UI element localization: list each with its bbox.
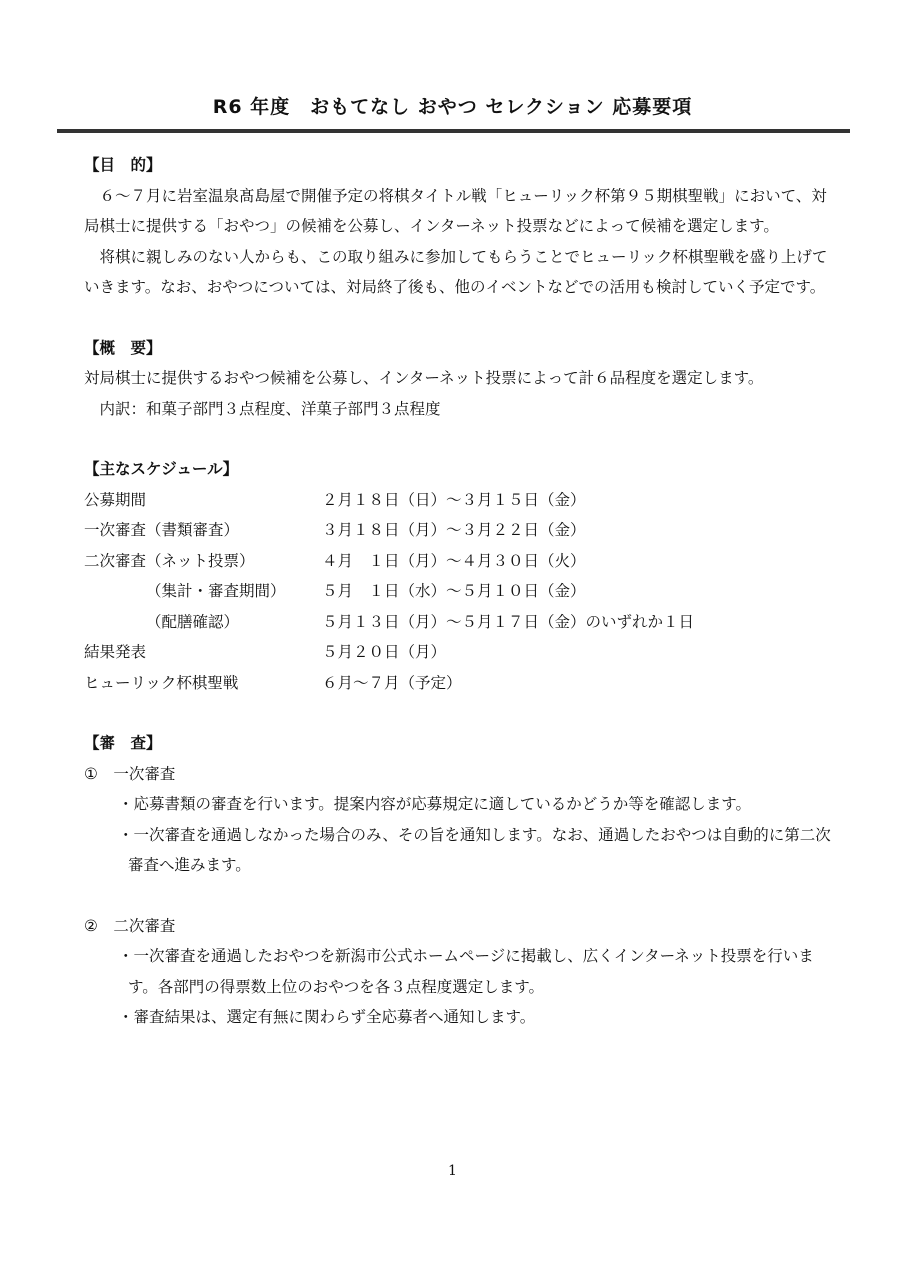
- schedule-date: ２月１８日（日）～３月１５日（金）: [322, 490, 586, 509]
- schedule-date: ３月１８日（月）～３月２２日（金）: [322, 521, 586, 539]
- review-heading: 【審 査】: [84, 734, 162, 752]
- section-gap: [84, 424, 839, 454]
- section-gap: [84, 698, 839, 728]
- first-review-title: ① 一次審査: [84, 764, 176, 783]
- purpose-heading: 【目 的】: [84, 156, 162, 174]
- overview-heading: 【概 要】: [84, 338, 162, 357]
- schedule-label: ヒューリック杯棋聖戦: [84, 673, 239, 692]
- schedule-row: [84, 485, 839, 516]
- schedule-label: 二次審査（ネット投票）: [84, 551, 255, 570]
- overview-text: 対局棋士に提供するおやつ候補を公募し、インターネット投票によって計６品程度を選定します。: [84, 369, 764, 387]
- schedule-date: ４月 １日（月）～４月３０日（火）: [322, 551, 586, 570]
- schedule-label: 公募期間: [84, 490, 147, 509]
- second-review-title: ② 二次審査: [84, 916, 176, 935]
- section-gap: [84, 881, 839, 911]
- schedule-row: [84, 637, 839, 668]
- schedule-row: [84, 607, 839, 638]
- schedule-label: 一次審査（書類審査）: [84, 521, 240, 539]
- purpose-paragraph-1: ６～７月に岩室温泉髙島屋で開催予定の将棋タイトル戦「ヒューリック杯第９５期棋聖戦」において、対局棋士に提供する「おやつ」の候補を公募し、インターネット投票などによって候補を選定します。: [84, 186, 827, 235]
- schedule-row: [84, 668, 839, 699]
- second-review-bullet: ・審査結果は、選定有無に関わらず全応募者へ通知します。: [118, 1008, 536, 1026]
- overview-breakdown: 内訳：和菓子部門３点程度、洋菓子部門３点程度: [99, 399, 441, 418]
- page-number: 1: [448, 1163, 457, 1179]
- first-review-bullet: ・応募書類の審査を行います。提案内容が応募規定に適しているかどうか等を確認します。: [118, 795, 752, 813]
- schedule-date: ５月２０日（月）: [322, 643, 447, 661]
- schedule-label: （配膳確認）: [146, 612, 240, 631]
- schedule-heading: 【主なスケジュール】: [84, 460, 239, 478]
- schedule-date: ６月～７月（予定）: [322, 673, 462, 692]
- schedule-label: （集計・審査期間）: [146, 582, 286, 600]
- schedule-table: [84, 485, 839, 699]
- schedule-row: [84, 515, 839, 546]
- document-body: [84, 150, 839, 1033]
- title-divider: [57, 129, 850, 133]
- schedule-date: ５月１３日（月）～５月１７日（金）のいずれか１日: [322, 612, 695, 631]
- second-review-bullet: ・一次審査を通過したおやつを新潟市公式ホームページに掲載し、広くインターネット投票を行います。各部門の得票数上位のおやつを各３点程度選定します。: [118, 947, 814, 996]
- schedule-label: 結果発表: [84, 643, 147, 661]
- section-gap: [84, 303, 839, 333]
- schedule-date: ５月 １日（水）～５月１０日（金）: [322, 582, 586, 600]
- purpose-paragraph-2: 将棋に親しみのない人からも、この取り組みに参加してもらうことでヒューリック杯棋聖戦を盛り上げていきます。なお、おやつについては、対局終了後も、他のイベントなどでの活用も検討していく予定です。: [84, 247, 828, 296]
- schedule-row: [84, 546, 839, 577]
- first-review-bullet: ・一次審査を通過しなかった場合のみ、その旨を通知します。なお、通過したおやつは自動的に第二次審査へ進みます。: [118, 825, 831, 874]
- document-title: R6 年度 おもてなし おやつ セレクション 応募要項: [212, 96, 693, 118]
- schedule-row: [84, 576, 839, 607]
